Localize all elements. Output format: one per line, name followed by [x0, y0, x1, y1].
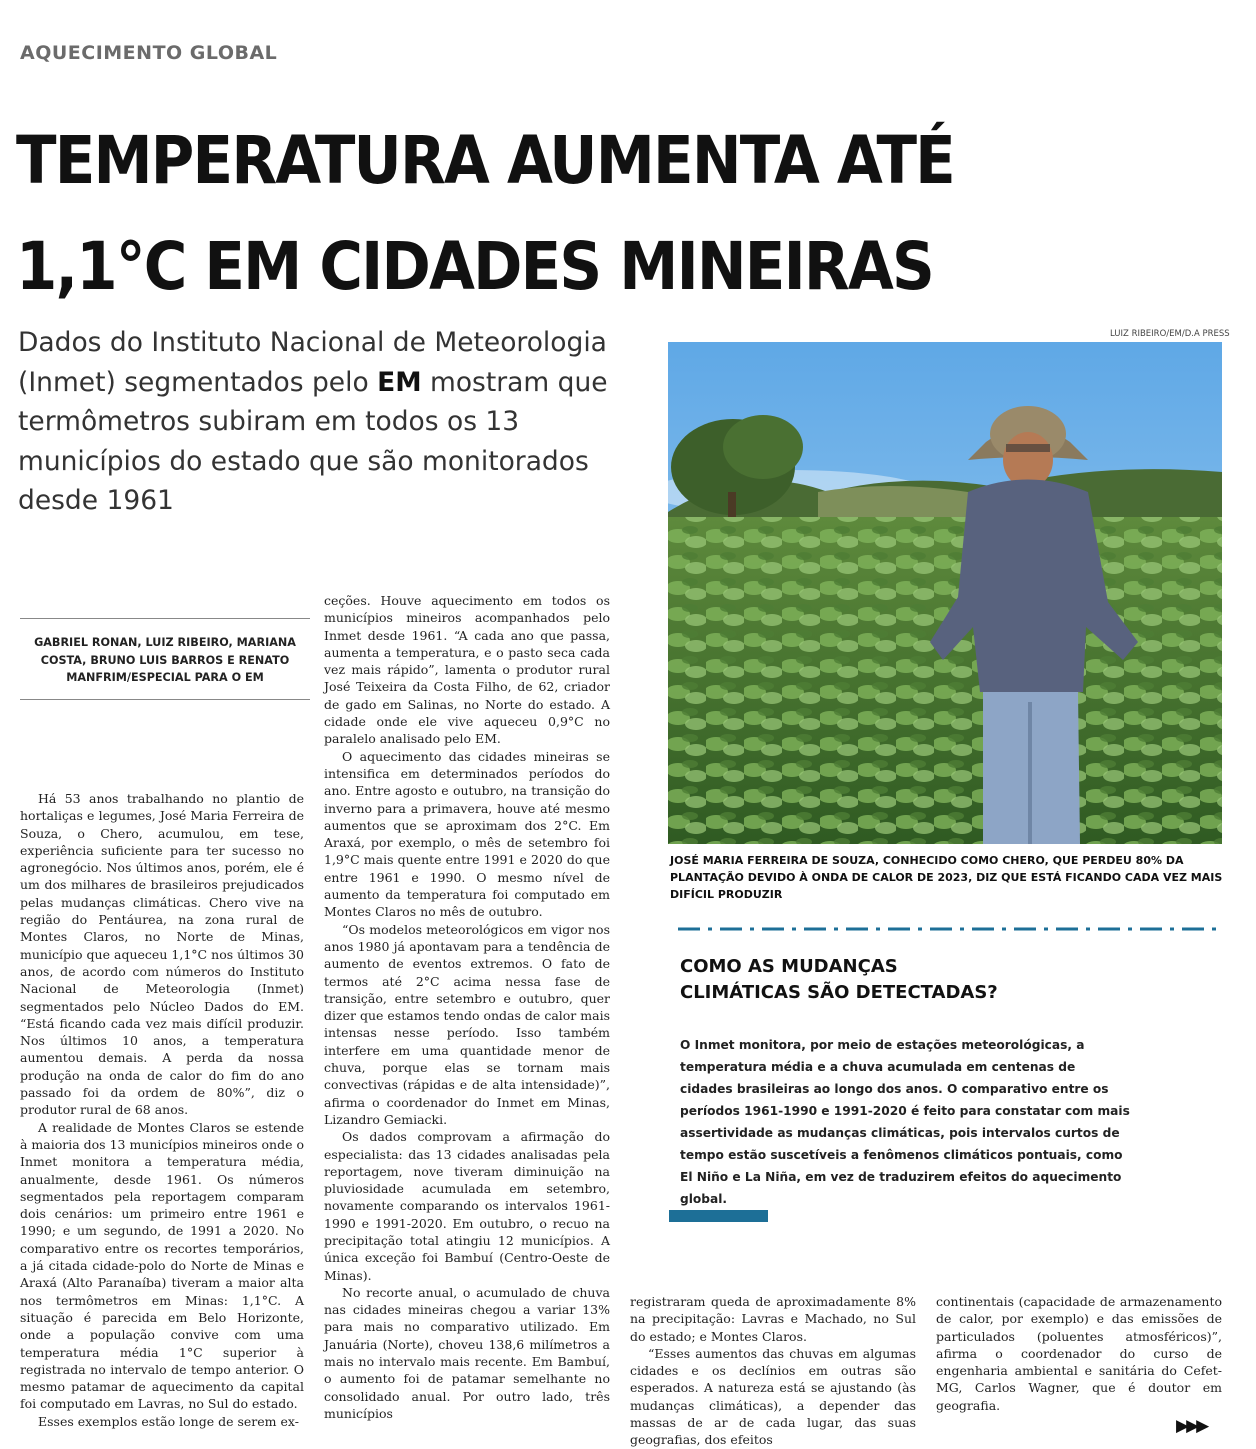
paragraph: O aquecimento das cidades mineiras se intensifica em determinados períodos do ano. Entre agosto e outubro, na transição do inverno para a primavera, houve até mesmo aumentos que se aproximam dos 2°C. Em Araxá, por exemplo, o mês de setembro foi 1,9°C mais quente entre 1991 e 2020 do que entre 1961 e 1990. O mesmo nível de aumento da temperatura foi computado em Montes Claros no mês de outubro.: [324, 748, 610, 920]
body-column-1: [20, 790, 304, 1430]
deck-part-1: Dados do Instituto Nacional de Meteorologia (Inmet) segmentados pelo: [18, 327, 607, 398]
sidebar-accent-bar: [669, 1210, 768, 1222]
sidebar-dash-divider: [678, 927, 1222, 931]
paragraph: Esses exemplos estão longe de serem ex-: [38, 1413, 299, 1429]
photo-caption: JOSÉ MARIA FERREIRA DE SOUZA, CONHECIDO COMO CHERO, QUE PERDEU 80% DA PLANTAÇÃO DEVIDO À ONDA DE CALOR DE 2023, DIZ QUE ESTÁ FICANDO CADA VEZ MAIS DIFÍCIL PRODUZIR: [670, 854, 1223, 901]
body-column-2: [324, 592, 610, 1422]
paragraph: Os dados comprovam a afirmação do especialista: das 13 cidades analisadas pela reportagem, nove tiveram diminuição na pluviosidade acumulada em setembro, novamente comparando os intervalos 1961-1990 e 1991-2020. Em outubro, o recuo na precipitação total atingiu 12 municípios. A única exceção foi Bambuí (Centro-Oeste de Minas).: [324, 1129, 610, 1283]
sidebar-text: O Inmet monitora, por meio de estações meteorológicas, a temperatura média e a chuva acumulada em centenas de cidades brasileiras ao longo dos anos. O comparativo entre os períodos 1961-1990 e 1991-2020 é feito para constatar com mais assertividade as mudanças climáticas, pois intervalos curtos de tempo estão suscetíveis a fenômenos climáticos pontuais, como El Niño e La Niña, em vez de traduzirem efeitos do aquecimento global.: [680, 1038, 1130, 1206]
headline: [16, 108, 1114, 320]
farmer-cabbage-field-image: [668, 342, 1222, 844]
sidebar-title-line-1: COMO AS MUDANÇAS: [680, 956, 898, 977]
continued-arrows-icon: ▶▶▶: [1176, 1416, 1207, 1436]
paragraph: ceções. Houve aquecimento em todos os municípios mineiros acompanhados pelo Inmet desde 1961. “A cada ano que passa, aumenta a temperatura, e o pasto seca cada vez mais rápido”, lamenta o produtor rural José Teixeira da Costa Filho, de 62, criador de gado em Salinas, no Norte do estado. A cidade onde ele vive aqueceu 0,9°C no paralelo analisado pelo EM.: [324, 593, 610, 747]
photo-credit: LUIZ RIBEIRO/EM/D.A PRESS: [1110, 329, 1230, 339]
headline-line-2: 1,1°C EM CIDADES MINEIRAS: [16, 228, 933, 305]
paragraph: A realidade de Montes Claros se estende à maioria dos 13 municípios mineiros onde o Inmet monitora a temperatura média, anualmente, desde 1961. Os números segmentados pela reportagem comparam dois cenários: um primeiro entre 1961 e 1990; e um segundo, de 1991 a 2020. No comparativo entre os recortes temporários, a já citada cidade-polo do Norte de Minas e Araxá (Alto Paranaíba) tiveram a maior alta nos termômetros em Minas: 1,1°C. A situação é parecida em Belo Horizonte, onde a população convive com uma temperatura média 1°C superior à registrada no intervalo de tempo anterior. O mesmo patamar de aquecimento da capital foi computado em Lavras, no Sul do estado.: [20, 1119, 304, 1412]
byline: GABRIEL RONAN, LUIZ RIBEIRO, MARIANA COSTA, BRUNO LUIS BARROS E RENATO MANFRIM/ESPECIAL PARA O EM: [20, 618, 310, 700]
paragraph: No recorte anual, o acumulado de chuva nas cidades mineiras chegou a variar 13% para mais no comparativo utilizado. Em Januária (Norte), choveu 138,6 milímetros a mais no intervalo mais recente. Em Bambuí, o aumento foi de patamar semelhante no consolidado anual. Por outro lado, três municípios: [324, 1284, 610, 1421]
section-label: AQUECIMENTO GLOBAL: [20, 42, 278, 64]
paragraph: “Esses aumentos das chuvas em algumas cidades e os declínios em outras são esperados. A natureza está se ajustando (às mudanças climáticas), a depender das massas de ar de cada lugar, das suas geografias, dos efeitos: [630, 1345, 916, 1448]
deck-part-2: mostram que termômetros subiram em todos os 13 municípios do estado que são monitorados desde 1961: [18, 366, 608, 516]
body-column-3: [630, 1293, 916, 1449]
deck-bold: EM: [377, 366, 422, 398]
farmer-photo: [668, 342, 1222, 844]
paragraph: registraram queda de aproximadamente 8% na precipitação: Lavras e Machado, no Sul do estado; e Montes Claros.: [630, 1294, 916, 1344]
paragraph: continentais (capacidade de armazenamento de calor, por exemplo) e das emissões de particulados (poluentes atmosféricos)”, afirma o coordenador do curso de engenharia ambiental e sanitária do Cefet-MG, Carlos Wagner, que é doutor em geografia.: [936, 1294, 1222, 1413]
body-column-4: [936, 1293, 1222, 1414]
sidebar-title: [680, 954, 998, 1006]
sidebar-title-line-2: CLIMÁTICAS SÃO DETECTADAS?: [680, 982, 998, 1003]
deck: [18, 323, 658, 521]
headline-line-1: TEMPERATURA AUMENTA ATÉ: [16, 122, 954, 199]
paragraph: “Os modelos meteorológicos em vigor nos anos 1980 já apontavam para a tendência de aumento de eventos extremos. O fato de termos até 2°C acima nessa fase de transição, entre setembro e outubro, quer dizer que estamos tendo ondas de calor mais intensas nesse período. Isso também interfere em uma quantidade menor de chuva, porque elas se tornam mais convectivas (rápidas e de alta intensidade)”, afirma o coordenador do Inmet em Minas, Lizandro Gemiacki.: [324, 921, 610, 1127]
paragraph: Há 53 anos trabalhando no plantio de hortaliças e legumes, José Maria Ferreira de Souza, o Chero, acumulou, em tese, experiência suficiente para ter sucesso no agronegócio. Nos últimos anos, porém, ele é um dos milhares de brasileiros prejudicados pelas mudanças climáticas. Chero vive na região do Pentáurea, na zona rural de Montes Claros, no Norte de Minas, município que aqueceu 1,1°C nos últimos 30 anos, de acordo com números do Instituto Nacional de Meteorologia (Inmet) segmentados pelo Núcleo Dados do EM. “Está ficando cada vez mais difícil produzir. Nos últimos 10 anos, a temperatura aumentou demais. A perda da nossa produção na onda de calor do fim do ano passado foi da ordem de 80%”, diz o produtor rural de 68 anos.: [20, 791, 304, 1118]
